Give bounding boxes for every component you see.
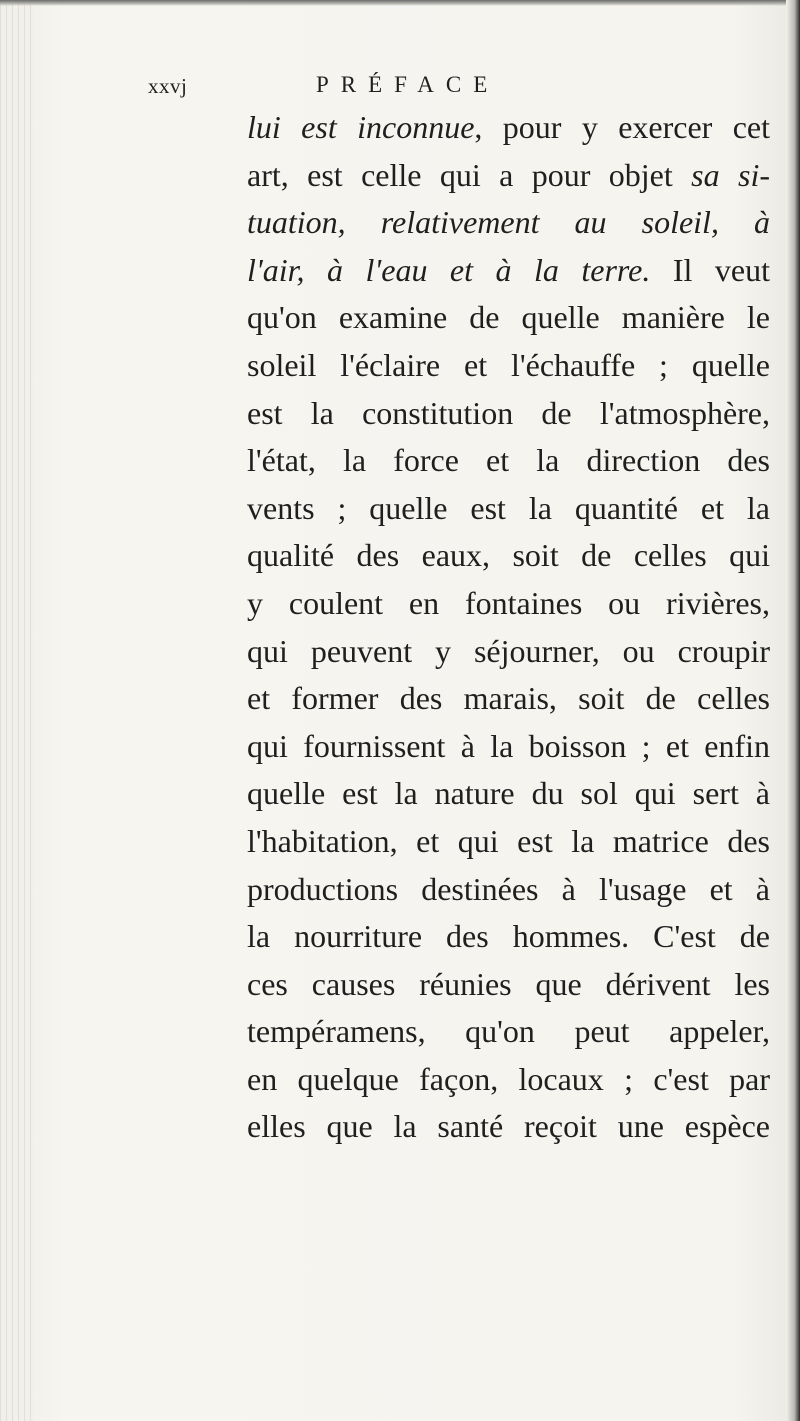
text-span: soleil l'éclaire et l'échauffe ; quelle xyxy=(247,346,770,383)
text-line xyxy=(247,437,770,485)
text-line xyxy=(247,580,770,628)
text-span: est la constitution de l'atmosphère, xyxy=(247,394,770,431)
text-span: vents ; quelle est la quantité et la xyxy=(247,489,770,526)
text-span: en quelque façon, locaux ; c'est par xyxy=(247,1060,770,1097)
text-line xyxy=(247,866,770,914)
text-line xyxy=(247,675,770,723)
text-line xyxy=(247,770,770,818)
text-span: ces causes réunies que dérivent les xyxy=(247,965,770,1002)
binding-edge xyxy=(0,0,34,1421)
text-span: l'état, la force et la direction des xyxy=(247,442,770,479)
text-line xyxy=(247,390,770,438)
text-line xyxy=(247,485,770,533)
text-line xyxy=(247,532,770,580)
text-span: qui peuvent y séjourner, ou croupir xyxy=(247,632,770,669)
top-page-edge xyxy=(0,0,800,6)
text-span: productions destinées à l'usage et à xyxy=(247,870,770,907)
text-span: Il veut xyxy=(650,251,771,288)
text-line xyxy=(247,961,770,1009)
text-line xyxy=(247,1008,770,1056)
text-line xyxy=(247,628,770,676)
text-span: art, est celle qui a pour objet xyxy=(247,156,692,193)
text-span: l'habitation, et qui est la matrice des xyxy=(247,822,770,859)
page-header xyxy=(148,64,748,104)
text-span: et former des marais, soit de celles xyxy=(247,680,770,717)
italic-text: lui est inconnue xyxy=(247,109,475,145)
text-span: qui fournissent à la boisson ; et enfin xyxy=(247,727,770,764)
text-line xyxy=(247,1056,770,1104)
text-line xyxy=(247,247,770,295)
text-span: qu'on examine de quelle manière le xyxy=(247,299,770,336)
text-line xyxy=(247,818,770,866)
text-line xyxy=(247,104,770,152)
text-span: y coulent en fontaines ou rivières, xyxy=(247,584,770,621)
text-span: la nourriture des hommes. C'est de xyxy=(247,918,770,955)
text-line xyxy=(247,913,770,961)
text-line xyxy=(247,199,770,247)
body-text xyxy=(247,104,771,1151)
text-span: qualité des eaux, soit de celles qui xyxy=(247,537,770,574)
right-page-edge xyxy=(786,0,800,1421)
text-span: tempéramens, qu'on peut appeler, xyxy=(247,1013,770,1050)
italic-text: sa si- xyxy=(691,156,770,193)
text-line xyxy=(247,723,770,771)
text-line xyxy=(247,152,770,200)
running-title: PRÉFACE xyxy=(316,72,500,97)
text-span: elles que la santé reçoit une espèce xyxy=(247,1108,770,1145)
italic-text: tuation, relativement au soleil, à xyxy=(247,204,770,241)
italic-text: l'air, à l'eau et à la terre. xyxy=(247,251,651,288)
text-span: , pour y exercer cet xyxy=(474,109,770,145)
page-number: xxvj xyxy=(148,74,188,98)
text-line xyxy=(247,342,770,390)
text-span: quelle est la nature du sol qui sert à xyxy=(247,775,770,812)
text-line xyxy=(247,1103,770,1151)
text-line xyxy=(247,294,770,342)
